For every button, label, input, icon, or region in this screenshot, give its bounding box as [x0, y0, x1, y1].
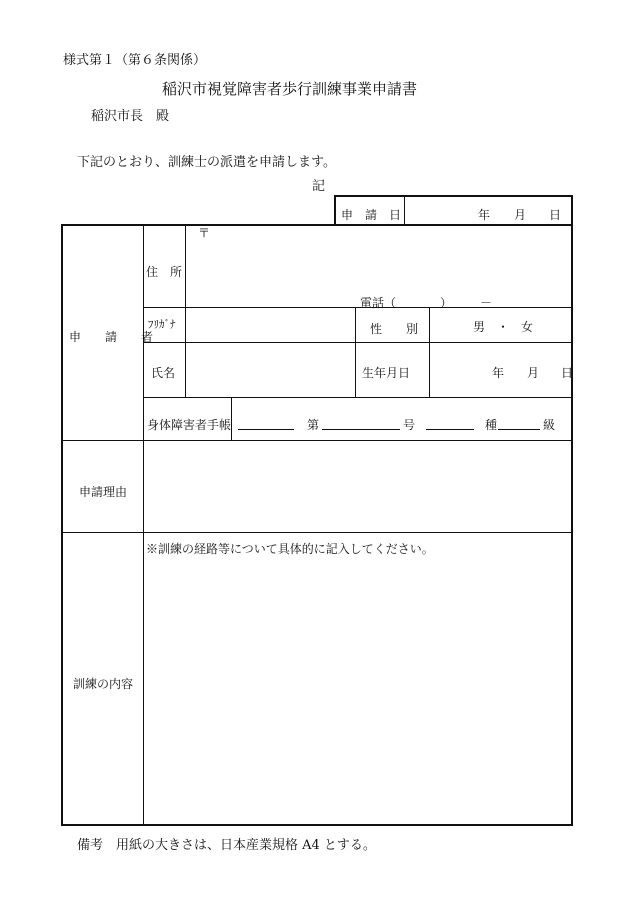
phone-close: ） — [440, 296, 453, 310]
gender-label: 性 別 — [370, 322, 419, 336]
kyu-label: 級 — [543, 418, 556, 432]
gender-options[interactable]: 男 ・ 女 — [473, 320, 534, 334]
reason-field[interactable] — [145, 442, 570, 531]
shu-label: 種 — [485, 418, 498, 432]
name-label: 氏名 — [151, 366, 176, 380]
phone-dash: － — [480, 296, 493, 310]
birth-year-label: 年 — [492, 366, 505, 380]
furigana-field[interactable] — [187, 309, 354, 341]
application-date-field[interactable] — [406, 197, 570, 225]
application-day-label: 日 — [549, 208, 562, 222]
intro-statement: 下記のとおり、訓練士の派遣を申請します。 — [77, 155, 336, 170]
training-content-label: 訓練の内容 — [73, 677, 134, 691]
addressee: 稲沢市長 殿 — [91, 109, 170, 124]
applicant-section-label: 申 請 者 — [69, 330, 154, 344]
name-field[interactable] — [187, 344, 354, 396]
disability-card-label: 身体障害者手帳 — [147, 418, 232, 432]
furigana-label: ﾌﾘｶﾞﾅ — [148, 318, 176, 331]
application-date-label: 申 請 日 — [341, 208, 402, 222]
birthdate-label: 生年月日 — [362, 366, 411, 380]
reason-label: 申請理由 — [79, 485, 128, 499]
training-content-note: ※訓練の経路等について具体的に記入してください。 — [146, 542, 434, 556]
address-label: 住 所 — [146, 265, 183, 279]
training-content-field[interactable] — [145, 560, 570, 822]
ki-heading: 記 — [312, 179, 326, 194]
go-label: 号 — [403, 418, 416, 432]
remarks: 備考 用紙の大きさは、日本産業規格 A4 とする。 — [77, 838, 376, 853]
application-month-label: 月 — [514, 208, 527, 222]
birthdate-field[interactable] — [431, 344, 569, 396]
birth-day-label: 日 — [561, 366, 574, 380]
page-title: 稲沢市視覚障害者歩行訓練事業申請書 — [162, 80, 418, 98]
address-field[interactable] — [187, 226, 570, 306]
phone-label: 電話（ — [360, 296, 397, 310]
disability-card-field[interactable] — [233, 399, 569, 439]
application-year-label: 年 — [478, 208, 491, 222]
dai-label: 第 — [307, 418, 320, 432]
postal-mark: 〒 — [198, 226, 211, 240]
birth-month-label: 月 — [527, 366, 540, 380]
form-number: 様式第１（第６条関係） — [63, 53, 207, 68]
